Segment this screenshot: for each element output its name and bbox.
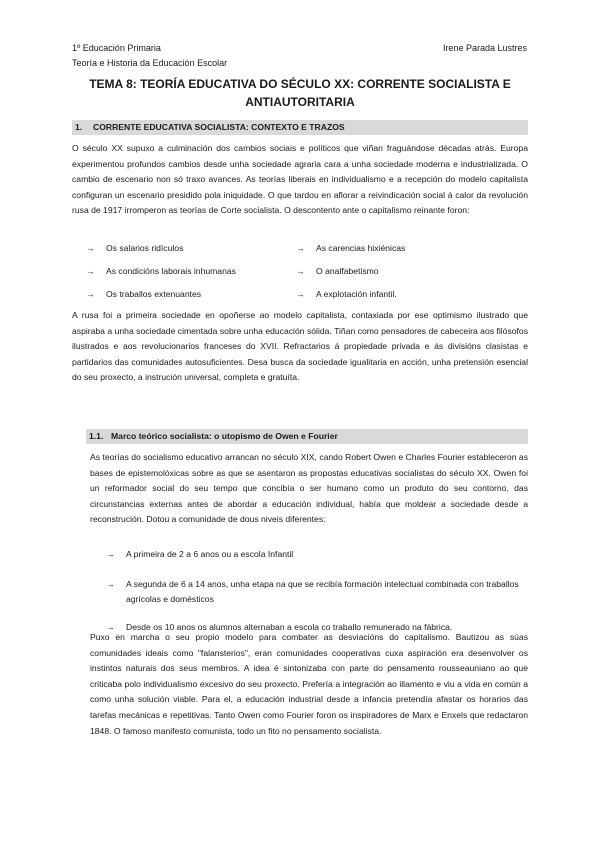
- section-1-1-number: 1.1.: [89, 431, 104, 441]
- owen-levels-list: [106, 547, 526, 642]
- section-1-1-title: Marco teórico socialista: o utopismo de Owen e Fourier: [111, 431, 338, 441]
- subject-label: Teoría e Historia da Educación Escolar: [72, 58, 228, 68]
- section-1-title: CORRENTE EDUCATIVA SOCIALISTA: CONTEXTO E TRAZOS: [93, 122, 345, 132]
- list-item: → A segunda de 6 a 14 anos, unha etapa na que se recibía formación intelectual combinada con traballos agrícolas e domésticos: [106, 577, 526, 608]
- list-row: [86, 282, 506, 305]
- document-title: [72, 75, 528, 111]
- list-item: → O analfabetismo: [296, 265, 379, 276]
- list-item: → As condicións laborais inhumanas: [86, 265, 236, 276]
- section-1-heading: [72, 120, 528, 135]
- list-row: [86, 259, 506, 282]
- title-line-2: ANTIAUTORITARIA: [245, 95, 355, 109]
- section-1-1-heading: [86, 429, 528, 444]
- list-item: → Os traballos extenuantes: [86, 288, 202, 299]
- arrow-right-icon: →: [106, 578, 115, 589]
- section-1-1-paragraph-2: Puxo en marcha o seu propio modelo para combater as desviacións do capitalismo. Bautizou as súas comunidades ideais como "falansterios", eran comunidades cooperativas cuxa aspiración era desenvolver os instintos naturais dos seus membros. A idea é sintonizaba con parte do pensamento rousseauniano ao que criticaba polo individualismo excesivo do seu proxecto. Prefería a integración ao illamento e viu a vida en común a como unha solución viable. Para el, a educación industrial desde a infancia pretendía afastar os horarios das tarefas mecánicas e repetitivas. Tanto Owen como Fourier foron os inspiradores de Marx e Enxels que redactaron 1848. O famoso manifesto comunista, todo un fito no pensamento socialista.: [90, 632, 528, 736]
- arrow-right-icon: →: [296, 265, 305, 276]
- list-item: → A primeira de 2 a 6 anos ou a escola Infantil: [106, 547, 526, 563]
- author-name: Irene Parada Lustres: [442, 43, 527, 53]
- list-item: → Os salarios ridículos: [86, 242, 184, 253]
- section-1-number: 1.: [75, 122, 83, 132]
- list-item: → Desde os 10 anos os alumnos alternaban a escola co traballo remunerado na fábrica.: [106, 620, 526, 636]
- arrow-right-icon: →: [86, 242, 95, 253]
- arrow-right-icon: →: [106, 549, 115, 559]
- arrow-right-icon: →: [86, 288, 95, 299]
- course-label: 1º Educación Primaria: [72, 43, 161, 53]
- section-1-1-paragraph-1: As teorías do socialismo educativo arrancan no século XIX, cando Robert Owen e Charles Fourier estableceron as bases de epistemolóxicas sobre as que se asentaron as propostas educativas socialistas do século XX. Owen foi un reformador social do seu tempo que concibía o ser humano como un produto do seu contorno, das circunstancias externas antes de abordar a educación individual, había que moldear a sociedade desde a reconstrución. Dotou a comunidade de dous niveis diferentes:: [90, 452, 528, 525]
- list-row: [86, 236, 506, 259]
- section-1-intro-paragraph: O século XX supuxo a culminación dos cambios sociais e políticos que viñan fraguándose décadas atrás. Europa experimentou profundos cambios desde unha sociedade agraria cara a unha sociedade moderna e industrializada. O cambio de escenario non só traxo avances. As teorías liberais en individualismo e a recepción do modelo capitalista configuran un escenario presidido pola iniquidade. O que tardou en aflorar a reivindicación social á calor da revolución rusa de 1917 irromperon as teorías de Corte socialista. O descontento ante o capitalismo reinante foron:: [72, 143, 528, 216]
- arrow-right-icon: →: [296, 242, 305, 253]
- list-item: → A explotación infantil.: [296, 288, 397, 299]
- arrow-right-icon: →: [296, 288, 305, 299]
- capitalism-problems-list: [86, 236, 506, 305]
- section-1-paragraph-2: A rusa foi a primeira sociedade en opoñerse ao modelo capitalista, contaxiada por ese optimismo ilustrado que aspiraba a unha sociedade cimentada sobre unha educación sólida. Tiñan como pensadores de cabeceira aos filósofos ilustrados e aos revolucionarios franceses do XVII. Refractarios á propiedade privada e ás divisións clasistas e partidarios das comunidades autosuficientes. Desa busca da sociedade igualitaria en acción, unha pretensión esencial do seu proxecto, a instrución universal, completa e gratuíta.: [72, 310, 528, 383]
- title-line-1: TEMA 8: TEORÍA EDUCATIVA DO SÉCULO XX: CORRENTE SOCIALISTA E: [89, 77, 511, 91]
- arrow-right-icon: →: [106, 621, 115, 632]
- list-item: → As carencias hixiénicas: [296, 242, 406, 253]
- arrow-right-icon: →: [86, 265, 95, 276]
- page-header-left: [72, 41, 227, 71]
